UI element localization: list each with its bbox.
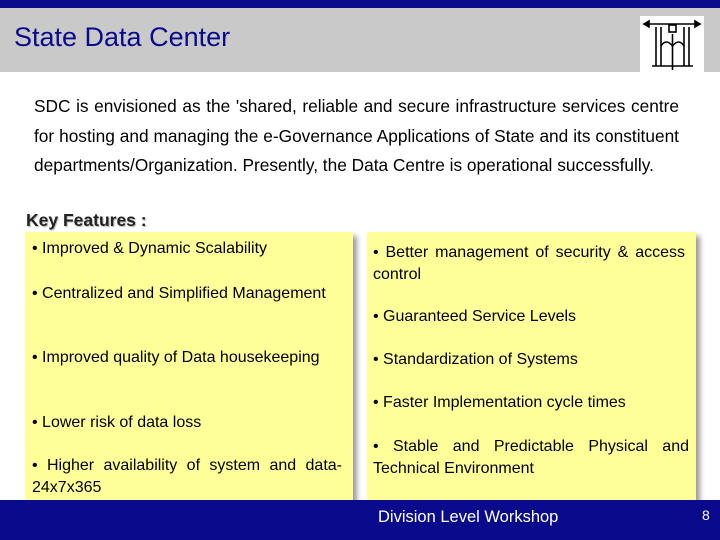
feature-item: • Standardization of Systems <box>373 351 578 368</box>
header-band <box>0 8 720 72</box>
feature-item: • Faster Implementation cycle times <box>373 394 626 411</box>
intro-paragraph: SDC is envisioned as the 'shared, reliable and secure infrastructure services centre for hosting and managing the e-Governance Applications of State and its constituent departments/Organization. Presently, the Data Centre is operational successfully. <box>34 96 679 175</box>
feature-item: • Lower risk of data loss <box>32 414 202 431</box>
feature-item: • Better management of security & access control <box>373 244 685 283</box>
slide-page-number: 8 <box>702 507 710 523</box>
feature-item: • Higher availability of system and data- 24x7x365 <box>32 457 342 496</box>
top-accent-bar <box>0 0 720 8</box>
page-title: State Data Center <box>14 22 231 52</box>
features-box-left <box>25 232 353 500</box>
feature-item: • Improved quality of Data housekeeping <box>32 349 320 366</box>
emblem-logo-icon <box>640 16 704 72</box>
feature-item: • Guaranteed Service Levels <box>373 308 577 325</box>
feature-item: • Stable and Predictable Physical and Technical Environment <box>373 438 689 477</box>
feature-item: • Improved & Dynamic Scalability <box>32 240 268 257</box>
feature-item: • Centralized and Simplified Management <box>32 285 326 302</box>
footer-workshop-label: Division Level Workshop <box>378 508 559 526</box>
features-box-right <box>367 232 696 500</box>
footer-bar <box>0 500 720 540</box>
key-features-heading: Key Features : <box>26 210 147 230</box>
